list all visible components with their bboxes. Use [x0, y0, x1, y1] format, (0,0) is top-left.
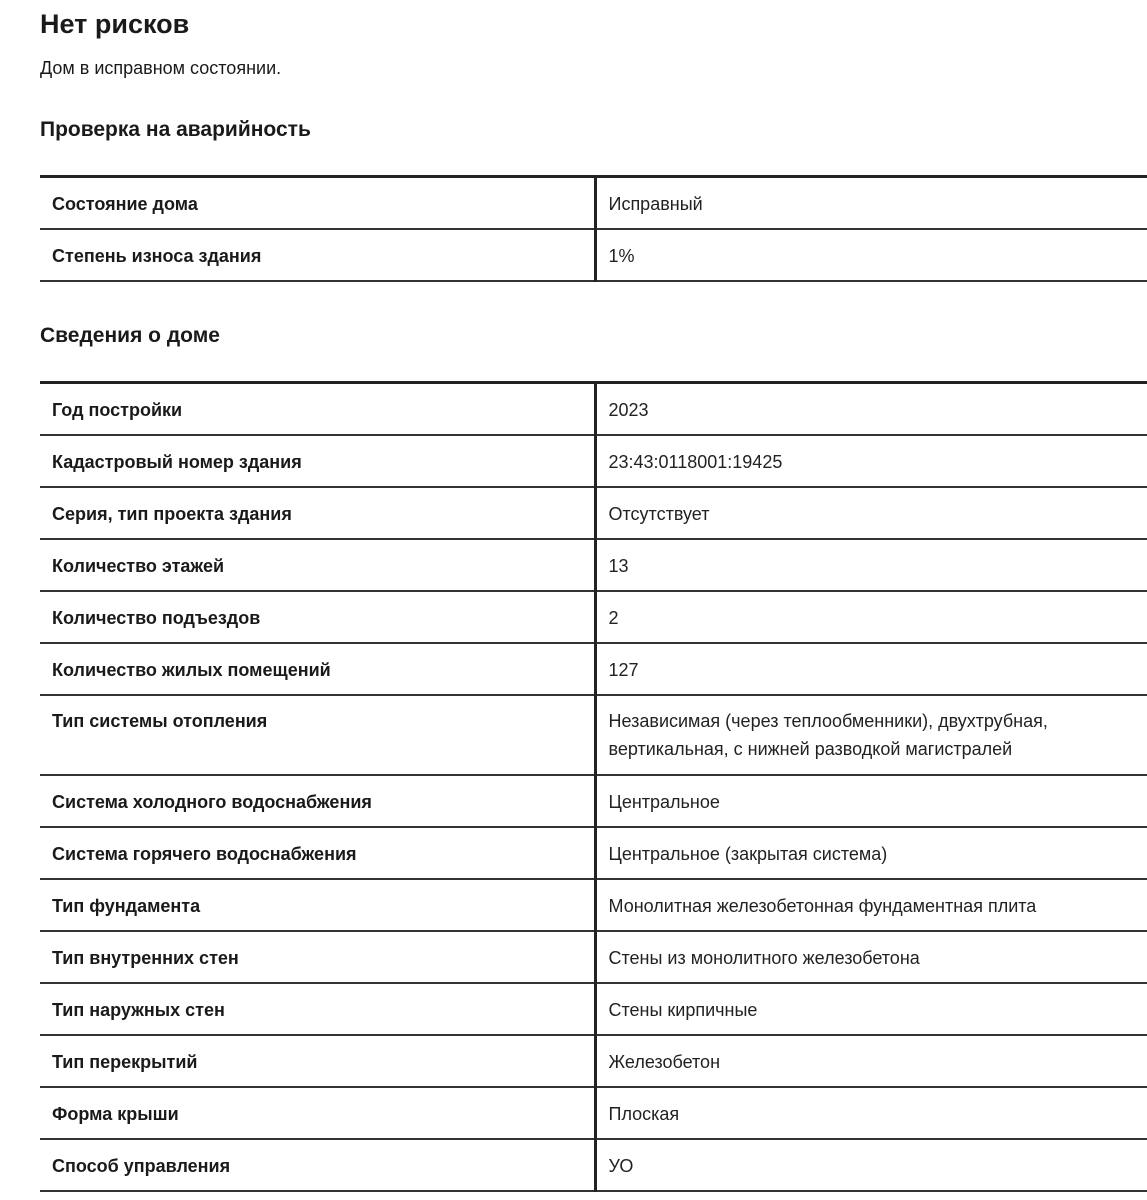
table-row — [40, 983, 1147, 1035]
row-key: Форма крыши — [40, 1087, 595, 1139]
table-row — [40, 539, 1147, 591]
table-row — [40, 1087, 1147, 1139]
table-row — [40, 229, 1147, 281]
row-value: Монолитная железобетонная фундаментная плита — [595, 879, 1147, 931]
row-value: 23:43:0118001:19425 — [595, 435, 1147, 487]
row-key: Тип внутренних стен — [40, 931, 595, 983]
row-key: Тип наружных стен — [40, 983, 595, 1035]
emergency-check-title: Проверка на аварийность — [40, 118, 311, 141]
table-row — [40, 383, 1147, 436]
row-value: Независимая (через теплообменники), двухтрубная, вертикальная, с нижней разводкой магистралей — [595, 695, 1147, 775]
emergency-check-table — [40, 175, 1147, 282]
row-key: Система горячего водоснабжения — [40, 827, 595, 879]
house-info-title: Сведения о доме — [40, 324, 220, 347]
row-value: Центральное — [595, 775, 1147, 827]
table-row — [40, 827, 1147, 879]
row-key: Тип системы отопления — [40, 695, 595, 775]
row-value: 2023 — [595, 383, 1147, 436]
row-key: Кадастровый номер здания — [40, 435, 595, 487]
table-row — [40, 177, 1147, 230]
table-row — [40, 435, 1147, 487]
row-key: Система холодного водоснабжения — [40, 775, 595, 827]
status-description: Дом в исправном состоянии. — [40, 58, 282, 78]
row-value: 1% — [595, 229, 1147, 281]
status-title: Нет рисков — [40, 9, 190, 39]
row-value: 127 — [595, 643, 1147, 695]
row-key: Количество этажей — [40, 539, 595, 591]
row-value: Исправный — [595, 177, 1147, 230]
row-value: Железобетон — [595, 1035, 1147, 1087]
table-row — [40, 695, 1147, 775]
table-row — [40, 879, 1147, 931]
table-row — [40, 643, 1147, 695]
house-info-table — [40, 381, 1147, 1192]
row-key: Количество подъездов — [40, 591, 595, 643]
row-value: 2 — [595, 591, 1147, 643]
row-key: Серия, тип проекта здания — [40, 487, 595, 539]
row-key: Состояние дома — [40, 177, 595, 230]
row-key: Год постройки — [40, 383, 595, 436]
row-value: Отсутствует — [595, 487, 1147, 539]
row-key: Тип фундамента — [40, 879, 595, 931]
row-key: Способ управления — [40, 1139, 595, 1191]
row-value: Стены из монолитного железобетона — [595, 931, 1147, 983]
row-value: Центральное (закрытая система) — [595, 827, 1147, 879]
table-row — [40, 1139, 1147, 1191]
row-key: Степень износа здания — [40, 229, 595, 281]
row-key: Количество жилых помещений — [40, 643, 595, 695]
row-value: 13 — [595, 539, 1147, 591]
table-row — [40, 487, 1147, 539]
row-value: УО — [595, 1139, 1147, 1191]
table-row — [40, 775, 1147, 827]
table-row — [40, 931, 1147, 983]
table-row — [40, 1035, 1147, 1087]
row-value: Стены кирпичные — [595, 983, 1147, 1035]
row-key: Тип перекрытий — [40, 1035, 595, 1087]
table-row — [40, 591, 1147, 643]
row-value: Плоская — [595, 1087, 1147, 1139]
